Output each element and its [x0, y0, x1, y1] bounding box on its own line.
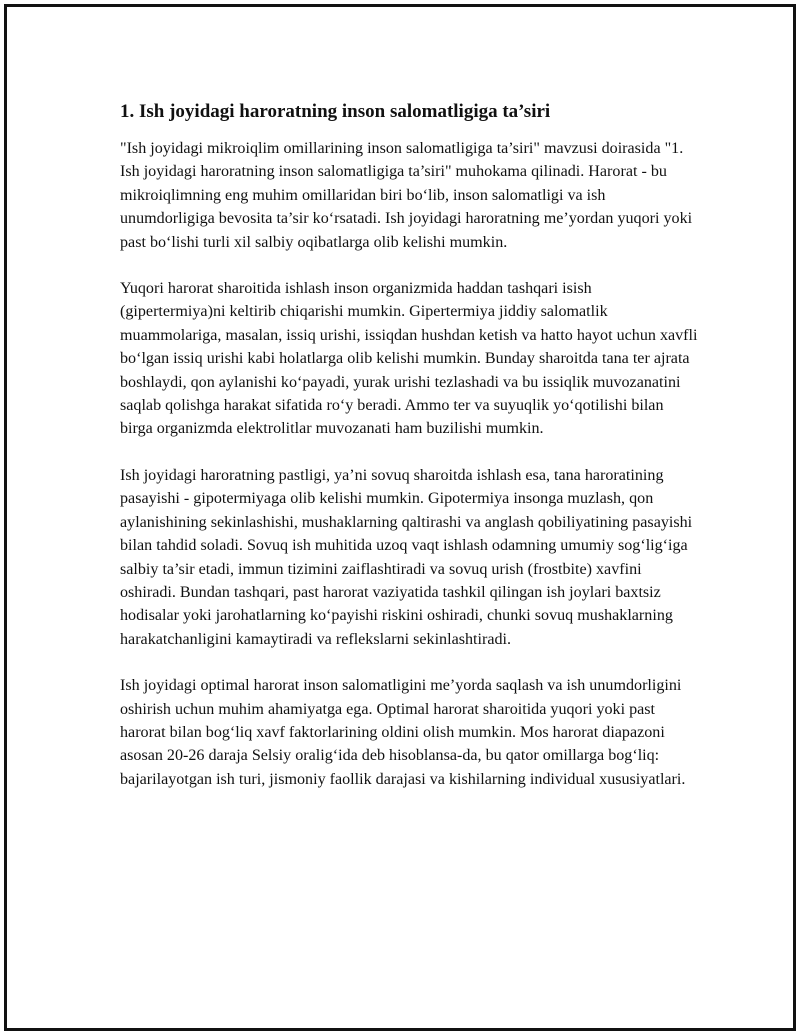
page-frame	[4, 4, 796, 1031]
paragraph-high-temperature: Yuqori harorat sharoitida ishlash inson organizmida haddan tashqari isish (gipertermiya)ni keltirib chiqarishi mumkin. Gipertermiya jiddiy salomatlik muammolariga, masalan, issiq urishi, issiqdan hushdan ketish va hatto hayot uchun xavfli bo‘lgan issiq urishi kabi holatlarga olib kelishi mumkin. Bunday sharoitda tana ter ajrata boshlaydi, qon aylanishi ko‘payadi, yurak urishi tezlashadi va bu issiqlik muvozanatini saqlab qolishga harakat sifatida ro‘y beradi. Ammo ter va suyuqlik yo‘qotilishi bilan birga organizmda elektrolitlar muvozanati ham buzilishi mumkin.	[120, 280, 698, 438]
paragraph-low-temperature: Ish joyidagi haroratning pastligi, ya’ni sovuq sharoitda ishlash esa, tana haroratining pasayishi - gipotermiyaga olib kelishi mumkin. Gipotermiya insonga muzlash, qon aylanishining sekinlashishi, mushaklarning qaltirashi va anglash qobiliyatining pasayishi bilan tahdid soladi. Sovuq ish muhitida uzoq vaqt ishlash odamning umumiy sog‘lig‘iga salbiy ta’sir etadi, immun tizimini zaiflashtiradi va sovuq urish (frostbite) xavfini oshiradi. Bundan tashqari, past harorat vaziyatida tashkil qilingan ish joylari baxtsiz hodisalar yoki jarohatlarning ko‘payishi riskini oshiradi, chunki sovuq mushaklarning harakatchanligini kamaytiradi va reflekslarni sekinlashtiradi.	[120, 466, 693, 648]
paragraph-optimal-temperature: Ish joyidagi optimal harorat inson salomatligini me’yorda saqlash va ish unumdorligini oshirish uchun muhim ahamiyatga ega. Optimal harorat sharoitida yuqori yoki past harorat bilan bog‘liq xavf faktorlarining oldini olish mumkin. Mos harorat diapazoni asosan 20-26 daraja Selsiy oralig‘ida deb hisoblansa-da, bu qator omillarga bog‘liq: bajarilayotgan ish turi, jismoniy faollik darajasi va kishilarning individual xususiyatlari.	[120, 677, 686, 788]
document-body	[120, 99, 700, 814]
paragraph-intro: "Ish joyidagi mikroiqlim omillarining inson salomatligiga ta’siri" mavzusi doirasida "1. Ish joyidagi haroratning inson salomatligiga ta’siri" muhokama qilinadi. Harorat - bu mikroiqlimning eng muhim omillaridan biri bo‘lib, inson salomatligi va ish unumdorligiga bevosita ta’sir ko‘rsatadi. Ish joyidagi haroratning me’yordan yuqori yoki past bo‘lishi turli xil salbiy oqibatlarga olib kelishi mumkin.	[120, 140, 693, 251]
section-heading: 1. Ish joyidagi haroratning inson salomatligiga ta’siri	[120, 101, 551, 122]
